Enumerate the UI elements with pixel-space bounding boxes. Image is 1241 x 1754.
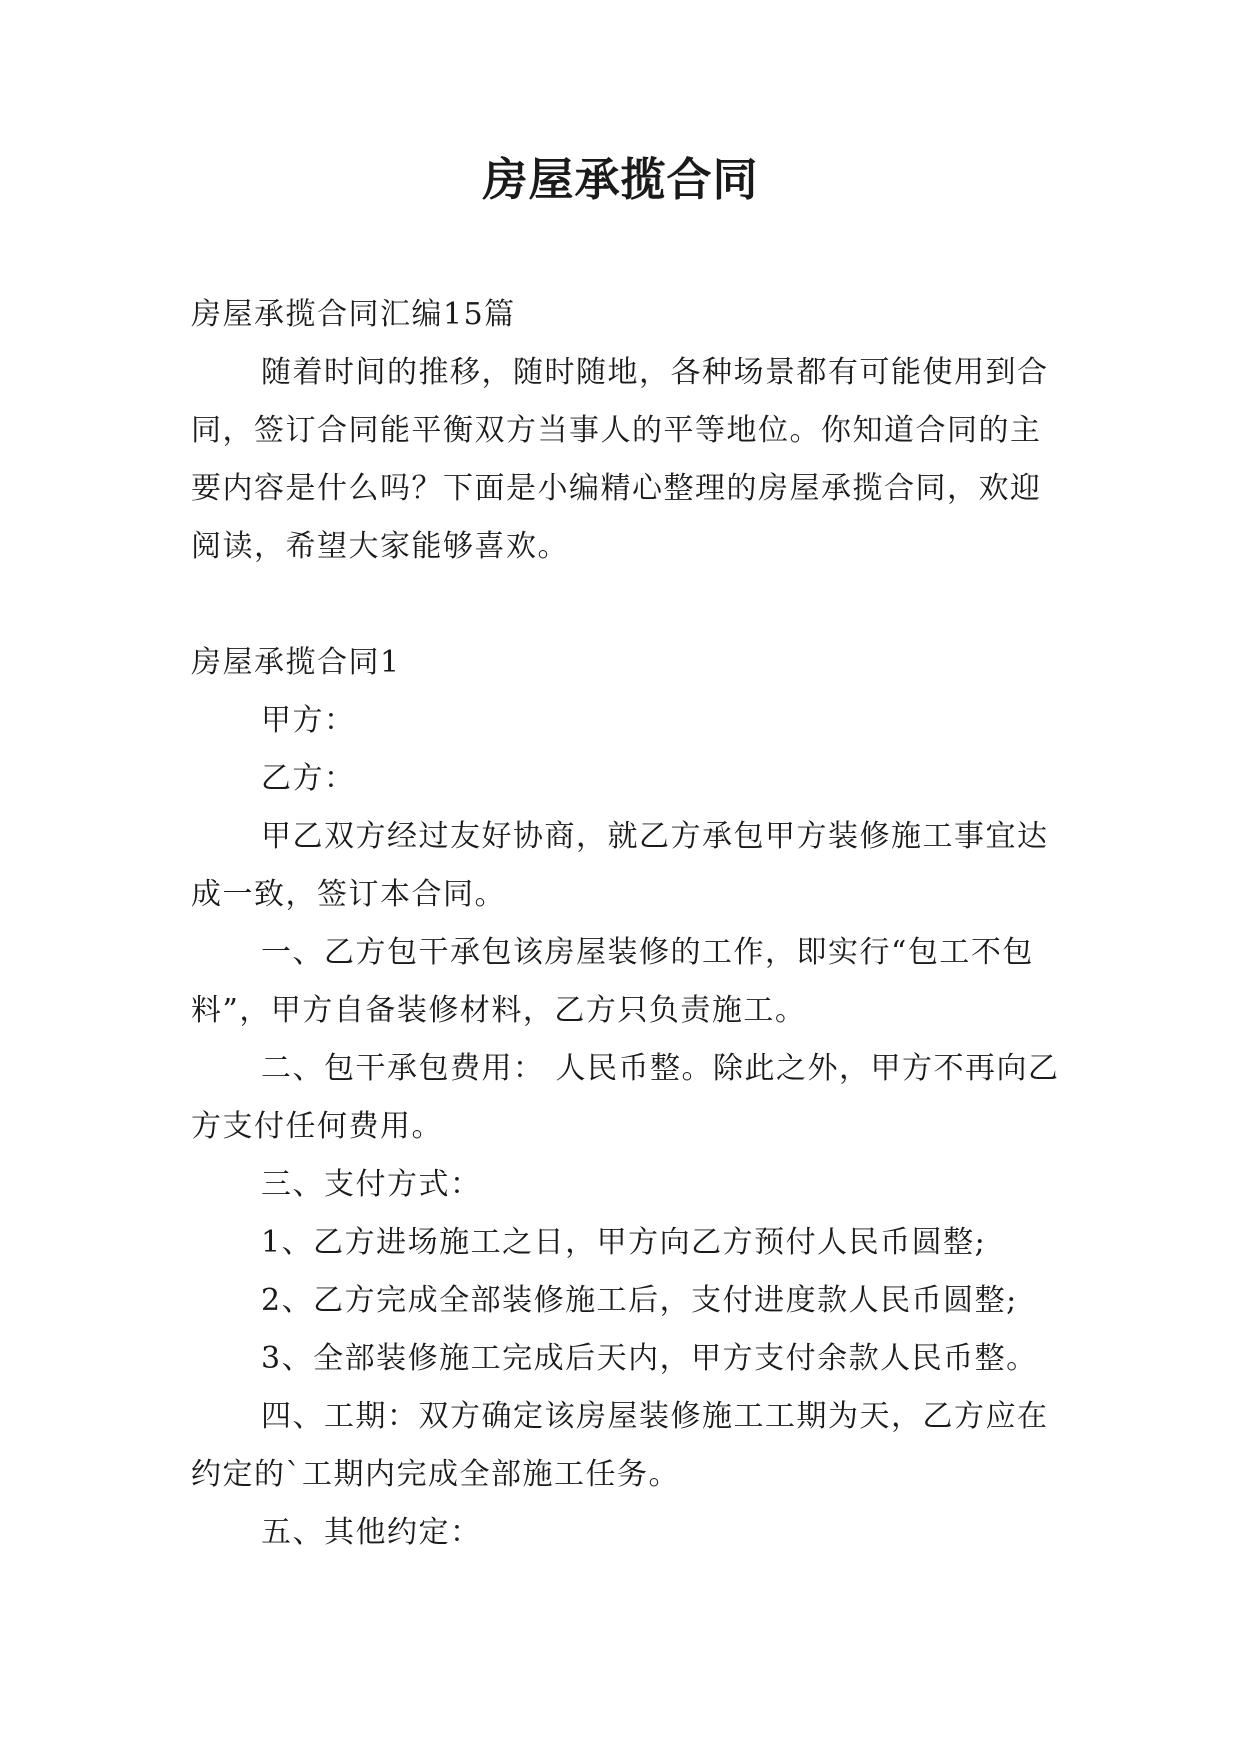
party-a-line: 甲方： — [261, 703, 356, 738]
contract-paragraph: 四、工期：双方确定该房屋装修施工工期为天，乙方应在约定的`工期内完成全部施工任务。 — [191, 1399, 1049, 1492]
payment-item: 2、乙方完成全部装修施工后，支付进度款人民币圆整; — [261, 1283, 1018, 1318]
party-b-line: 乙方： — [261, 761, 356, 796]
contract-paragraph: 甲乙双方经过友好协商，就乙方承包甲方装修施工事宜达成一致，签订本合同。 — [191, 819, 1049, 912]
intro-paragraph: 随着时间的推移，随时随地，各种场景都有可能使用到合同，签订合同能平衡双方当事人的平等地位。你知道合同的主要内容是什么吗？下面是小编精心整理的房屋承揽合同，欢迎阅读，希望大家能够喜欢。 — [191, 355, 1049, 564]
document-title: 房屋承揽合同 — [482, 153, 759, 206]
section-spacer — [191, 576, 1061, 634]
payment-item: 1、乙方进场施工之日，甲方向乙方预付人民币圆整; — [261, 1225, 987, 1260]
contract-paragraph: 三、支付方式： — [261, 1167, 482, 1202]
contract-paragraph: 一、乙方包干承包该房屋装修的工作，即实行“包工不包料”，甲方自备装修材料，乙方只负责施工。 — [191, 935, 1034, 1028]
collection-heading: 房屋承揽合同汇编15篇 — [191, 297, 516, 332]
contract-paragraph: 五、其他约定： — [261, 1515, 482, 1550]
contract-paragraph: 二、包干承包费用： 人民币整。除此之外，甲方不再向乙方支付任何费用。 — [191, 1051, 1060, 1144]
section-heading: 房屋承揽合同1 — [191, 645, 401, 680]
payment-item: 3、全部装修施工完成后天内，甲方支付余款人民币整。 — [261, 1341, 1038, 1376]
document-body — [191, 286, 1061, 1562]
